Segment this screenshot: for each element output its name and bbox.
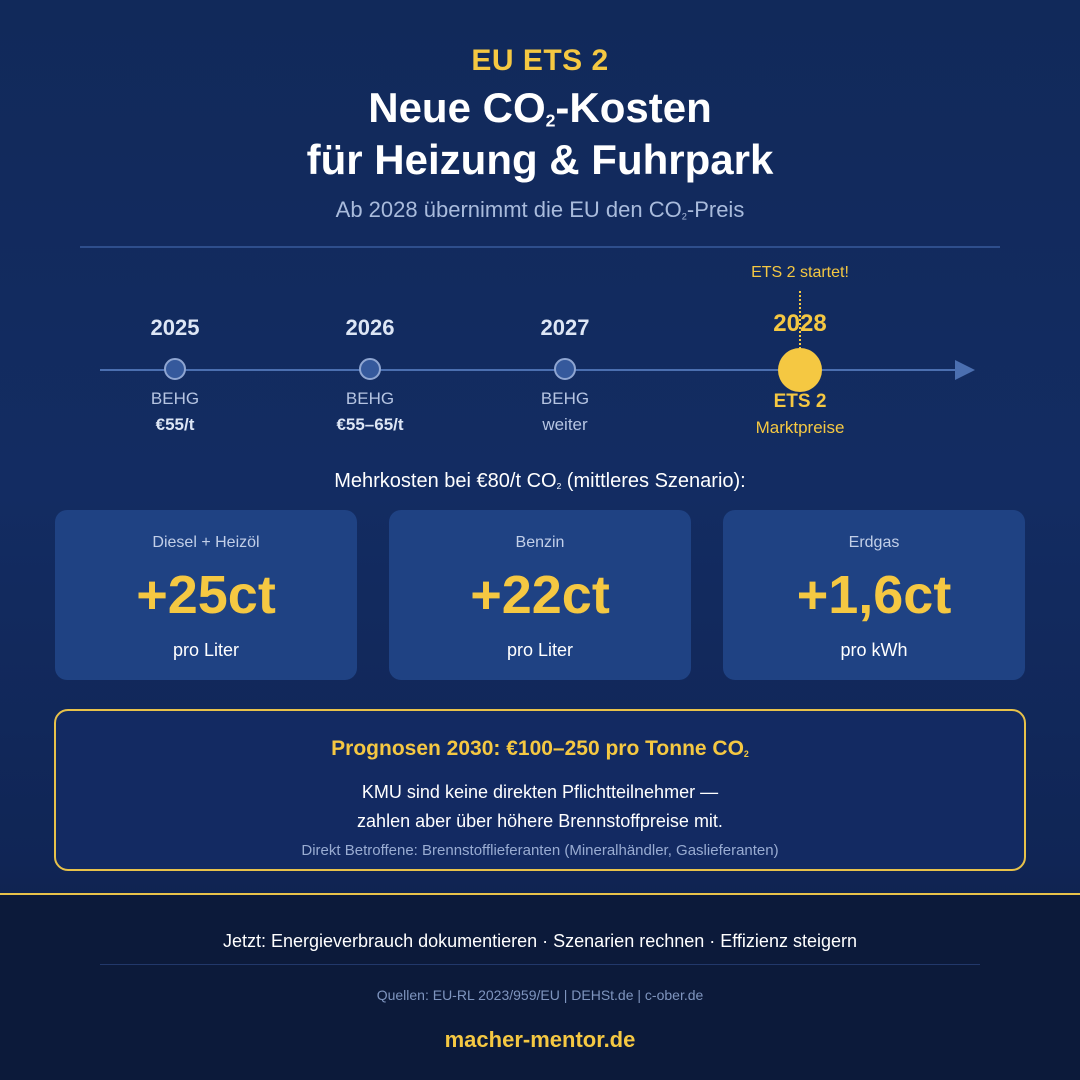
title-text-b: -Kosten [555,84,712,131]
timeline-label-2026 [290,386,450,438]
footer-sources: Quellen: EU-RL 2023/959/EU | DEHSt.de | c-ober.de [376,987,704,1003]
page-title-line2: für Heizung & Fuhrpark [306,136,774,183]
subtitle-text-b: -Preis [686,197,745,222]
forecast-line1: KMU sind keine direkten Pflichtteilnehmer — [361,782,719,802]
forecast-box [54,709,1026,871]
cost-card-value: +25ct [136,565,276,625]
timeline-label-line1: BEHG [540,389,590,408]
title-text-a: Neue CO [368,84,546,131]
timeline-node-2028 [778,348,822,392]
timeline-label-2027 [485,386,645,438]
costs-heading-subscript: 2 [556,481,562,492]
cost-card-value: +22ct [470,565,610,625]
cost-card-label: Diesel + Heizöl [152,534,260,551]
timeline-label-line1: BEHG [345,389,395,408]
cost-card-label: Benzin [515,534,565,551]
costs-heading-b: (mittleres Szenario): [561,470,746,492]
cost-card-unit: pro Liter [506,640,574,660]
forecast-heading-subscript: 2 [743,749,749,760]
timeline-label-line2: €55–65/t [336,415,404,434]
timeline-arrow-icon [955,360,975,380]
cost-card-erdgas [723,510,1025,680]
timeline-year-2026: 2026 [345,315,395,340]
forecast-heading-text: Prognosen 2030: €100–250 pro Tonne CO [331,737,744,760]
header-divider [80,246,1000,248]
costs-heading-a: Mehrkosten bei €80/t CO [334,470,557,492]
kicker: EU ETS 2 [471,44,609,77]
brand-link[interactable]: macher-mentor.de [444,1027,636,1052]
timeline-label-line2: weiter [542,415,588,434]
cost-card-benzin [389,510,691,680]
timeline-node-2026 [359,358,381,380]
timeline-label-line1: BEHG [150,389,200,408]
cost-card-diesel [55,510,357,680]
timeline-line [100,369,960,371]
subtitle-text-a: Ab 2028 übernimmt die EU den CO [335,197,682,222]
timeline-year-2027: 2027 [540,315,590,340]
cost-card-label: Erdgas [848,534,900,551]
timeline-label-line2: Marktpreise [755,418,845,437]
timeline-node-2027 [554,358,576,380]
timeline-year-2025: 2025 [150,315,200,340]
timeline-year-2028: 2028 [773,310,827,337]
costs-heading [0,470,1080,493]
cost-card-unit: pro Liter [172,640,240,660]
timeline-label-2028 [700,389,900,441]
forecast-heading [56,737,1024,761]
subtitle [0,197,1080,223]
cost-card-unit: pro kWh [840,640,908,660]
forecast-line2: zahlen aber über höhere Brennstoffpreise mit. [357,811,723,831]
title-subscript: 2 [545,110,556,131]
ets2-start-callout: ETS 2 startet! [751,264,849,281]
footer-cta: Jetzt: Energieverbrauch dokumentieren · Szenarien rechnen · Effizienz steigern [222,931,857,951]
footer-divider [100,964,980,965]
timeline-node-2025 [164,358,186,380]
timeline-label-line1: ETS 2 [773,391,827,412]
forecast-note: Direkt Betroffene: Brennstofflieferanten (Mineralhändler, Gaslieferanten) [301,842,779,859]
cost-card-value: +1,6ct [796,565,952,625]
timeline-label-2025 [95,386,255,438]
timeline-label-line2: €55/t [155,415,195,434]
subtitle-subscript: 2 [681,211,687,222]
